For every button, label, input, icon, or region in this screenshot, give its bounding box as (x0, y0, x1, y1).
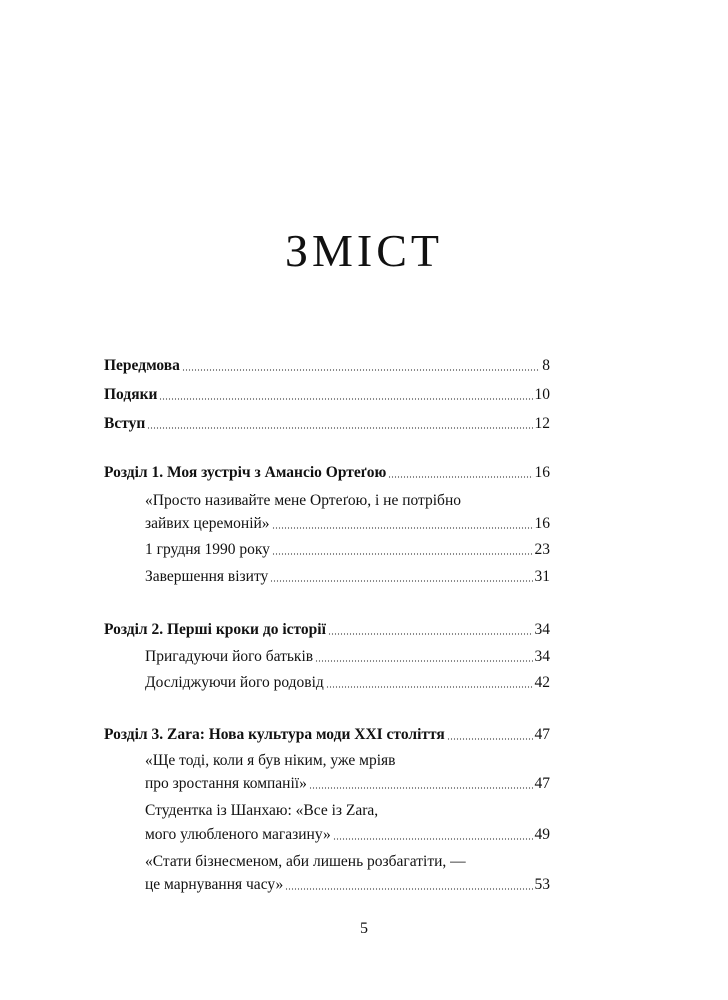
toc-entry-label: Розділ 2. Перші кроки до історії (104, 621, 326, 638)
toc-entry-label: Вступ (104, 415, 146, 432)
toc-entry-page: 16 (534, 515, 550, 532)
toc-entry-introduction[interactable] (104, 414, 550, 434)
dot-leader (159, 398, 532, 400)
toc-subentry[interactable] (145, 540, 550, 560)
toc-entry-page: 42 (534, 674, 550, 691)
toc-entry-page: 47 (534, 726, 550, 743)
toc-entry-page: 31 (534, 568, 550, 585)
page-title: ЗМІСТ (284, 225, 444, 276)
toc-entry-page: 16 (534, 464, 550, 481)
toc-entry-foreword[interactable] (104, 356, 550, 376)
toc-entry-page: 47 (534, 775, 550, 792)
toc-entry-page: 53 (534, 876, 550, 893)
toc-entry-label: про зростання компанії» (145, 775, 307, 792)
toc-entry-label: мого улюбленого магазину» (145, 826, 331, 843)
toc-entry-label: Розділ 3. Zara: Нова культура моди XXI століття (104, 726, 445, 743)
toc-subentry-line: «Стати бізнесменом, аби лишень розбагатіти, — (145, 853, 466, 870)
toc-subentry[interactable] (145, 673, 550, 693)
toc-entry-page: 8 (542, 357, 550, 374)
dot-leader (326, 686, 533, 688)
toc-subentry[interactable] (145, 647, 550, 667)
page-number: 5 (360, 920, 368, 937)
toc-entry-label: зайвих церемоній» (145, 515, 270, 532)
toc-entry-label: Розділ 1. Моя зустріч з Амансіо Ортеґою (104, 464, 387, 481)
toc-entry-page: 34 (534, 621, 550, 638)
toc-entry-page: 23 (534, 541, 550, 558)
toc-chapter-1[interactable] (104, 463, 550, 483)
dot-leader (388, 476, 532, 478)
toc-entry-page: 10 (534, 386, 550, 403)
dot-leader (272, 527, 533, 529)
toc-entry-page: 49 (534, 826, 550, 843)
toc-subentry[interactable] (145, 875, 550, 895)
toc-chapter-3[interactable] (104, 725, 550, 745)
toc-entry-label: 1 грудня 1990 року (145, 541, 270, 558)
toc-entry-label: Передмова (104, 357, 180, 374)
toc-subentry[interactable] (145, 514, 550, 534)
dot-leader (272, 553, 533, 555)
toc-subentry[interactable] (145, 774, 550, 794)
dot-leader (309, 787, 533, 789)
toc-subentry-line: «Просто називайте мене Ортеґою, і не потрібно (145, 492, 461, 509)
dot-leader (447, 738, 533, 740)
toc-subentry-line: «Ще тоді, коли я був ніким, уже мріяв (145, 752, 396, 769)
toc-entry-label: Подяки (104, 386, 158, 403)
toc-subentry[interactable] (145, 825, 550, 845)
toc-entry-acknowledgments[interactable] (104, 385, 550, 405)
toc-entry-page: 12 (534, 415, 550, 432)
dot-leader (147, 427, 532, 429)
toc-entry-label: Пригадуючи його батьків (145, 648, 314, 665)
dot-leader (182, 369, 540, 371)
dot-leader (333, 838, 533, 840)
toc-entry-label: це марнування часу» (145, 876, 284, 893)
dot-leader (285, 888, 532, 890)
dot-leader (270, 580, 532, 582)
toc-entry-label: Завершення візиту (145, 568, 269, 585)
toc-subentry[interactable] (145, 567, 550, 587)
dot-leader (328, 633, 533, 635)
toc-entry-label: Досліджуючи його родовід (145, 674, 324, 691)
toc-entry-page: 34 (534, 648, 550, 665)
toc-chapter-2[interactable] (104, 620, 550, 640)
dot-leader (315, 660, 532, 662)
toc-subentry-line: Студентка із Шанхаю: «Все із Zara, (145, 802, 379, 819)
